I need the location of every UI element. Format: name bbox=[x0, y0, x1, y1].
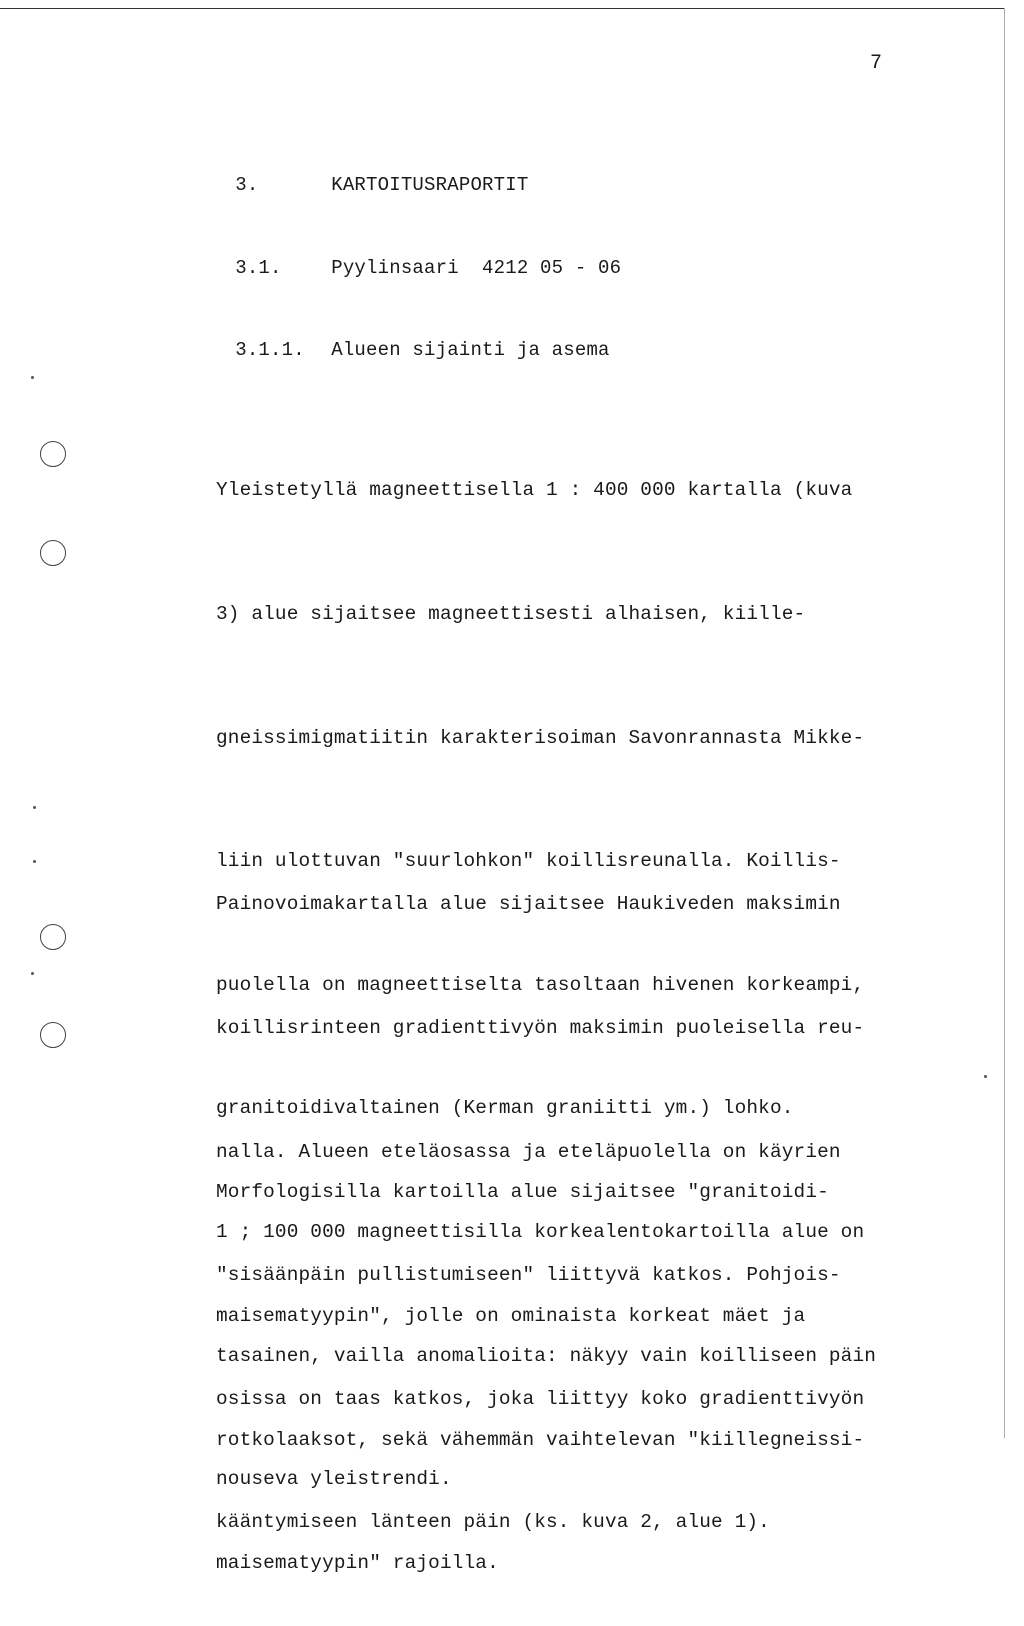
paragraph-morphology bbox=[216, 1090, 976, 1626]
binder-hole-4 bbox=[40, 1022, 66, 1048]
heading-title: Pyylinsaari 4212 05 - 06 bbox=[331, 257, 622, 279]
paragraph-line: kääntymiseen länteen päin (ks. kuva 2, alue 1). bbox=[216, 1511, 770, 1534]
heading-section bbox=[212, 152, 528, 196]
heading-title: KARTOITUSRAPORTIT bbox=[331, 174, 529, 196]
paragraph-line: nouseva yleistrendi. bbox=[216, 1468, 452, 1491]
heading-subsection bbox=[212, 235, 621, 279]
paragraph-line: gneissimigmatiitin karakterisoiman Savonrannasta Mikke- bbox=[216, 726, 865, 749]
heading-number: 3.1.1. bbox=[235, 339, 305, 361]
page-right-border bbox=[1004, 8, 1005, 1438]
paragraph-line: Morfologisilla kartoilla alue sijaitsee "granitoidi- bbox=[216, 1181, 829, 1204]
paragraph-line: liin ulottuvan "suurlohkon" koillisreunalla. Koillis- bbox=[216, 850, 841, 873]
scan-speck bbox=[31, 376, 34, 379]
scan-speck bbox=[33, 806, 36, 809]
paragraph-line: 1 ; 100 000 magneettisilla korkealentokartoilla alue on bbox=[216, 1221, 865, 1244]
heading-number: 3. bbox=[235, 174, 259, 196]
paragraph-line: tasainen, vailla anomalioita: näkyy vain koilliseen päin bbox=[216, 1344, 877, 1367]
paragraph-line: Painovoimakartalla alue sijaitsee Haukiveden maksimin bbox=[216, 893, 841, 916]
paragraph-line: Yleistetyllä magneettisella 1 : 400 000 kartalla (kuva bbox=[216, 479, 853, 502]
heading-title: Alueen sijainti ja asema bbox=[331, 339, 610, 361]
scan-speck bbox=[984, 1075, 987, 1078]
binder-hole-3 bbox=[40, 924, 66, 950]
scan-speck bbox=[31, 972, 34, 975]
paragraph-line: granitoidivaltainen (Kerman graniitti ym.) lohko. bbox=[216, 1097, 794, 1120]
paragraph-line: maisematyypin" rajoilla. bbox=[216, 1552, 499, 1575]
paragraph-line: puolella on magneettiselta tasoltaan hivenen korkeampi, bbox=[216, 973, 865, 996]
heading-number: 3.1. bbox=[235, 257, 282, 279]
paragraph-line: rotkolaaksot, sekä vähemmän vaihtelevan "kiillegneissi- bbox=[216, 1428, 865, 1451]
paragraph-line: nalla. Alueen eteläosassa ja eteläpuolella on käyrien bbox=[216, 1140, 841, 1163]
paragraph-line: maisematyypin", jolle on ominaista korkeat mäet ja bbox=[216, 1305, 806, 1328]
paragraph-line: koillisrinteen gradienttivyön maksimin puoleisella reu- bbox=[216, 1017, 865, 1040]
heading-subsubsection bbox=[212, 317, 610, 361]
paragraph-line: 3) alue sijaitsee magneettisesti alhaisen, kiille- bbox=[216, 603, 806, 626]
binder-hole-1 bbox=[40, 441, 66, 467]
paragraph-line: "sisäänpäin pullistumiseen" liittyvä katkos. Pohjois- bbox=[216, 1264, 841, 1287]
page-top-border bbox=[0, 8, 1004, 9]
page-number: 7 bbox=[870, 52, 883, 75]
scan-speck bbox=[33, 860, 36, 863]
binder-hole-2 bbox=[40, 540, 66, 566]
paragraph-line: osissa on taas katkos, joka liittyy koko gradienttivyön bbox=[216, 1387, 865, 1410]
